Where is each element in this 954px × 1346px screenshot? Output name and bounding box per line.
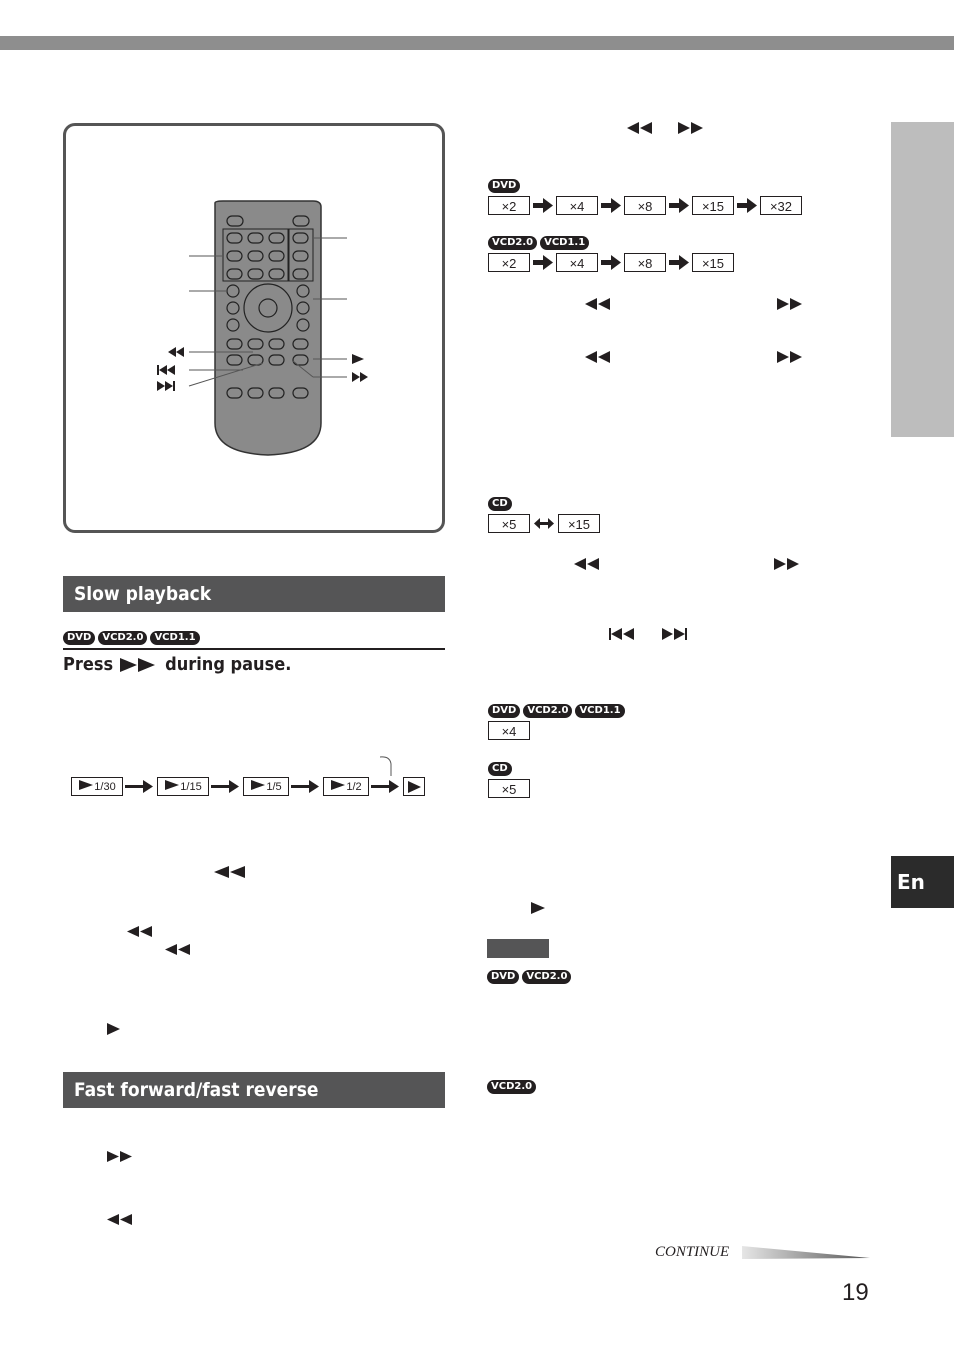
play-icon	[107, 1023, 121, 1035]
divider	[63, 648, 445, 650]
slow-playback-instruction	[63, 654, 291, 675]
page-number: 19	[842, 1279, 869, 1306]
speed-box: ×2	[488, 253, 530, 272]
arrow-right-icon	[125, 777, 155, 796]
dvd-speed-sequence	[488, 196, 802, 215]
connector-line	[380, 756, 410, 778]
speed-box: ×4	[488, 721, 530, 740]
fast-forward-header	[63, 1072, 445, 1108]
play-box	[403, 777, 425, 796]
badge-vcd11: VCD1.1	[150, 631, 199, 645]
badge-vcd20: VCD2.0	[523, 704, 572, 718]
vcd-speed-sequence	[488, 253, 734, 272]
step-box	[71, 777, 123, 796]
badge-vcd20: VCD2.0	[488, 236, 537, 250]
speed-box: ×8	[624, 253, 666, 272]
vcd-badge-row	[488, 232, 592, 250]
fast-forward-icon	[118, 657, 160, 673]
step-box	[243, 777, 289, 796]
speed-keys-icons	[627, 122, 707, 134]
arrow-right-icon	[600, 196, 622, 215]
speed-box: ×8	[624, 196, 666, 215]
speed-box: ×32	[760, 196, 802, 215]
badge-dvd: DVD	[63, 631, 95, 645]
step-label: 1/15	[180, 781, 202, 793]
continue-swoosh	[742, 1246, 872, 1260]
step-label: 1/30	[94, 781, 116, 793]
skip-keys-icons	[609, 628, 691, 640]
speed-box: ×5	[488, 779, 530, 798]
step-label: 1/5	[266, 781, 282, 793]
arrow-right-icon	[211, 777, 241, 796]
speed-box: ×4	[556, 253, 598, 272]
side-tab	[891, 122, 954, 437]
instruction-during-pause: during pause.	[165, 654, 292, 675]
play-icon	[531, 902, 545, 914]
speed-box: ×15	[692, 196, 734, 215]
dvd-badge-row	[488, 175, 523, 193]
badge-dvd: DVD	[488, 704, 520, 718]
fast-reverse-icon	[213, 865, 247, 879]
cd-speed-sequence	[488, 514, 600, 533]
top-bar	[0, 36, 954, 50]
language-label: En	[897, 870, 925, 894]
instruction-press: Press	[63, 654, 114, 675]
slow-step-sequence	[71, 777, 425, 796]
speed-keys-icons	[585, 351, 805, 363]
arrow-right-icon	[736, 196, 758, 215]
continue-label: CONTINUE	[655, 1244, 730, 1260]
badge-vcd20: VCD2.0	[98, 631, 147, 645]
note-label-block	[487, 939, 549, 958]
arrow-right-icon	[668, 196, 690, 215]
arrow-right-icon	[532, 196, 554, 215]
skip-cd-badge-row	[488, 758, 515, 776]
fast-reverse-icon	[107, 1214, 133, 1225]
badge-dvd: DVD	[487, 970, 519, 984]
badge-vcd20: VCD2.0	[487, 1080, 536, 1094]
step-box	[323, 777, 369, 796]
slow-playback-badges	[63, 627, 203, 645]
slow-playback-header	[63, 576, 445, 612]
cd-badge-row	[488, 493, 515, 511]
slow-playback-title: Slow playback	[74, 583, 212, 605]
speed-box: ×5	[488, 514, 530, 533]
step-box	[157, 777, 209, 796]
speed-box: ×2	[488, 196, 530, 215]
speed-box: ×15	[692, 253, 734, 272]
fast-forward-title: Fast forward/fast reverse	[74, 1079, 319, 1101]
fast-reverse-icon	[165, 944, 191, 955]
badge-cd: CD	[488, 762, 512, 776]
arrow-right-icon	[371, 777, 401, 796]
speed-box: ×4	[556, 196, 598, 215]
speed-keys-icons	[574, 558, 804, 570]
speed-keys-icons	[585, 298, 805, 310]
badge-vcd20: VCD2.0	[522, 970, 571, 984]
arrow-right-icon	[532, 253, 554, 272]
remote-control-illustration	[63, 123, 445, 533]
arrow-right-icon	[291, 777, 321, 796]
badge-dvd: DVD	[488, 179, 520, 193]
step-label: 1/2	[346, 781, 362, 793]
language-tab	[891, 856, 954, 908]
fast-reverse-icon	[127, 926, 153, 937]
arrow-right-icon	[600, 253, 622, 272]
note-badge-row	[487, 966, 574, 984]
speed-box: ×15	[558, 514, 600, 533]
badge-vcd11: VCD1.1	[540, 236, 589, 250]
badge-vcd11: VCD1.1	[575, 704, 624, 718]
badge-cd: CD	[488, 497, 512, 511]
note2-badge-row	[487, 1076, 539, 1094]
double-arrow-icon	[532, 514, 556, 533]
arrow-right-icon	[668, 253, 690, 272]
skip-badge-row	[488, 700, 628, 718]
fast-forward-icon	[107, 1151, 133, 1162]
